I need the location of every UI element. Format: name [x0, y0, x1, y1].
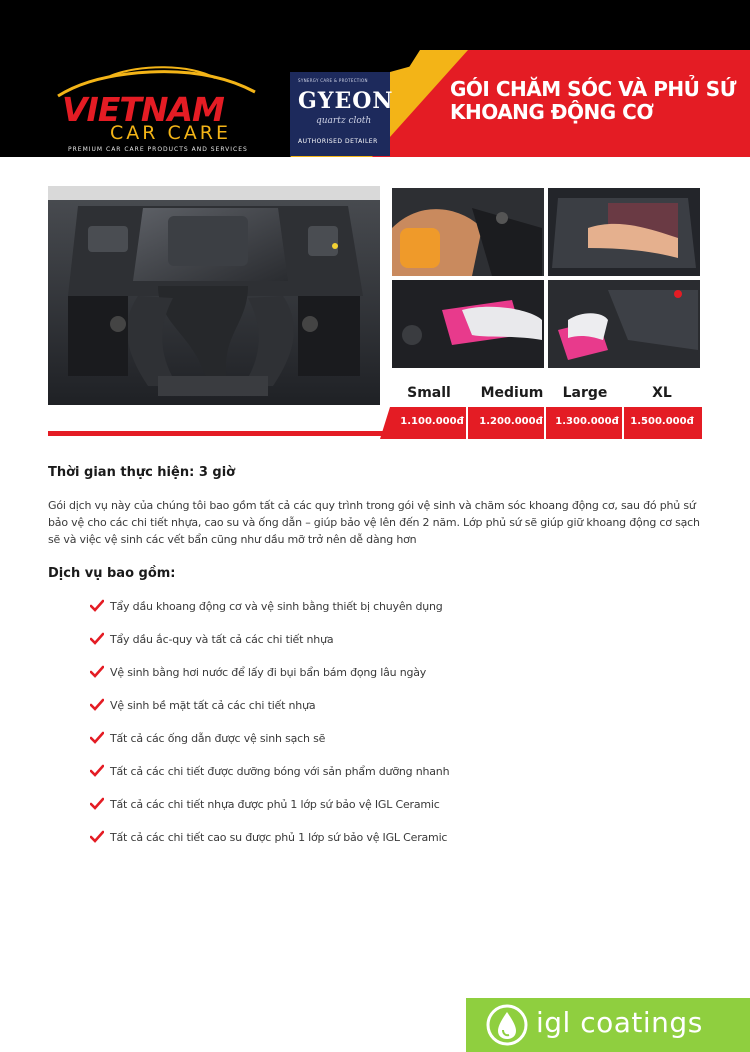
service-item-text: Vệ sinh bề mặt tất cả các chi tiết nhựa: [110, 698, 316, 712]
service-description: Gói dịch vụ này của chúng tôi bao gồm tất cả các quy trình trong gói vệ sinh và chăm sóc khoang động cơ, sau đó phủ sứ bảo vệ cho các chi tiết nhựa, cao su và ống dẫn – giúp bảo vệ lên đến 2 năm. Lớp phủ sứ sẽ giúp giữ khoang động cơ sạch sẽ và việc vệ sinh các vết bẩn cũng như dầu mỡ trở nên dễ dàng hơn: [48, 499, 700, 546]
service-item: [90, 762, 449, 780]
service-item: [90, 663, 426, 681]
brand-line-1: VIETNAM: [62, 90, 224, 129]
size-small-label: Small: [407, 385, 451, 401]
gyeon-authorised-text: AUTHORISED DETAILER: [298, 138, 378, 145]
plastic-parts-illustration: [548, 280, 700, 368]
wiping-cover-illustration: [548, 188, 700, 276]
services-heading: Dịch vụ bao gồm:: [48, 566, 176, 581]
header-banner: [0, 0, 750, 157]
service-item: [90, 729, 325, 747]
vietnam-car-care-logo: [50, 62, 270, 152]
thumb-wiping-engine-cover: [548, 188, 700, 276]
engine-bay-illustration: [48, 186, 380, 405]
igl-coatings-logo: [466, 998, 750, 1052]
detailing-photo-grid: [392, 188, 702, 368]
red-check-icon: [90, 599, 104, 613]
gyeon-subtitle: quartz cloth: [316, 116, 372, 126]
thumb-gloved-hand-pink-towel: [392, 280, 544, 368]
sprayer-cleaning-illustration: [392, 188, 544, 276]
price-medium: 1.200.000đ: [479, 416, 543, 427]
service-item: [90, 795, 440, 813]
service-item: [90, 696, 315, 714]
gyeon-wordmark: GYEON: [298, 88, 394, 114]
size-large-label: Large: [562, 385, 608, 401]
service-item: [90, 597, 443, 615]
igl-wordmark: igl coatings: [536, 1006, 703, 1039]
page-title: GÓI CHĂM SÓC VÀ PHỦ SỨ KHOANG ĐỘNG CƠ: [450, 77, 736, 124]
price-large: 1.300.000đ: [555, 416, 619, 427]
service-item-text: Tất cả các chi tiết được dưỡng bóng với sản phẩm dưỡng nhanh: [110, 764, 450, 778]
service-item: [90, 630, 333, 648]
red-check-icon: [90, 797, 104, 811]
service-item-text: Tẩy dầu ắc-quy và tất cả các chi tiết nhựa: [110, 632, 334, 646]
red-check-icon: [90, 764, 104, 778]
gyeon-partner-logo: [290, 72, 394, 156]
red-check-icon: [90, 698, 104, 712]
price-small: 1.100.000đ: [400, 416, 464, 427]
service-item-text: Tẩy dầu khoang động cơ và vệ sinh bằng thiết bị chuyên dụng: [110, 599, 443, 613]
price-size-labels: [390, 385, 702, 405]
service-item-text: Tất cả các chi tiết nhựa được phủ 1 lớp sứ bảo vệ IGL Ceramic: [110, 797, 440, 811]
thumb-wiping-plastic-parts: [548, 280, 700, 368]
size-medium-label: Medium: [480, 385, 544, 401]
brand-tagline: PREMIUM CAR CARE PRODUCTS AND SERVICES: [68, 146, 248, 153]
price-xl: 1.500.000đ: [630, 416, 694, 427]
service-item-text: Tất cả các ống dẫn được vệ sinh sạch sẽ: [110, 731, 326, 745]
igl-drop-icon: [484, 1002, 530, 1048]
size-xl-label: XL: [652, 385, 672, 401]
duration-heading: Thời gian thực hiện: 3 giờ: [48, 465, 236, 480]
red-check-icon: [90, 830, 104, 844]
red-check-icon: [90, 731, 104, 745]
brand-line-2: CAR CARE: [110, 122, 231, 144]
engine-bay-photo: [48, 186, 380, 405]
service-item: [90, 828, 447, 846]
pink-towel-illustration: [392, 280, 544, 368]
red-check-icon: [90, 632, 104, 646]
service-item-text: Tất cả các chi tiết cao su được phủ 1 lớp sứ bảo vệ IGL Ceramic: [110, 830, 448, 844]
thumb-cleaning-with-sprayer: [392, 188, 544, 276]
red-divider: [48, 431, 388, 436]
service-item-text: Vệ sinh bằng hơi nước để lấy đi bụi bẩn bám đọng lâu ngày: [110, 665, 427, 679]
red-check-icon: [90, 665, 104, 679]
gyeon-small-text: SYNERGY CARE & PROTECTION: [298, 78, 368, 83]
